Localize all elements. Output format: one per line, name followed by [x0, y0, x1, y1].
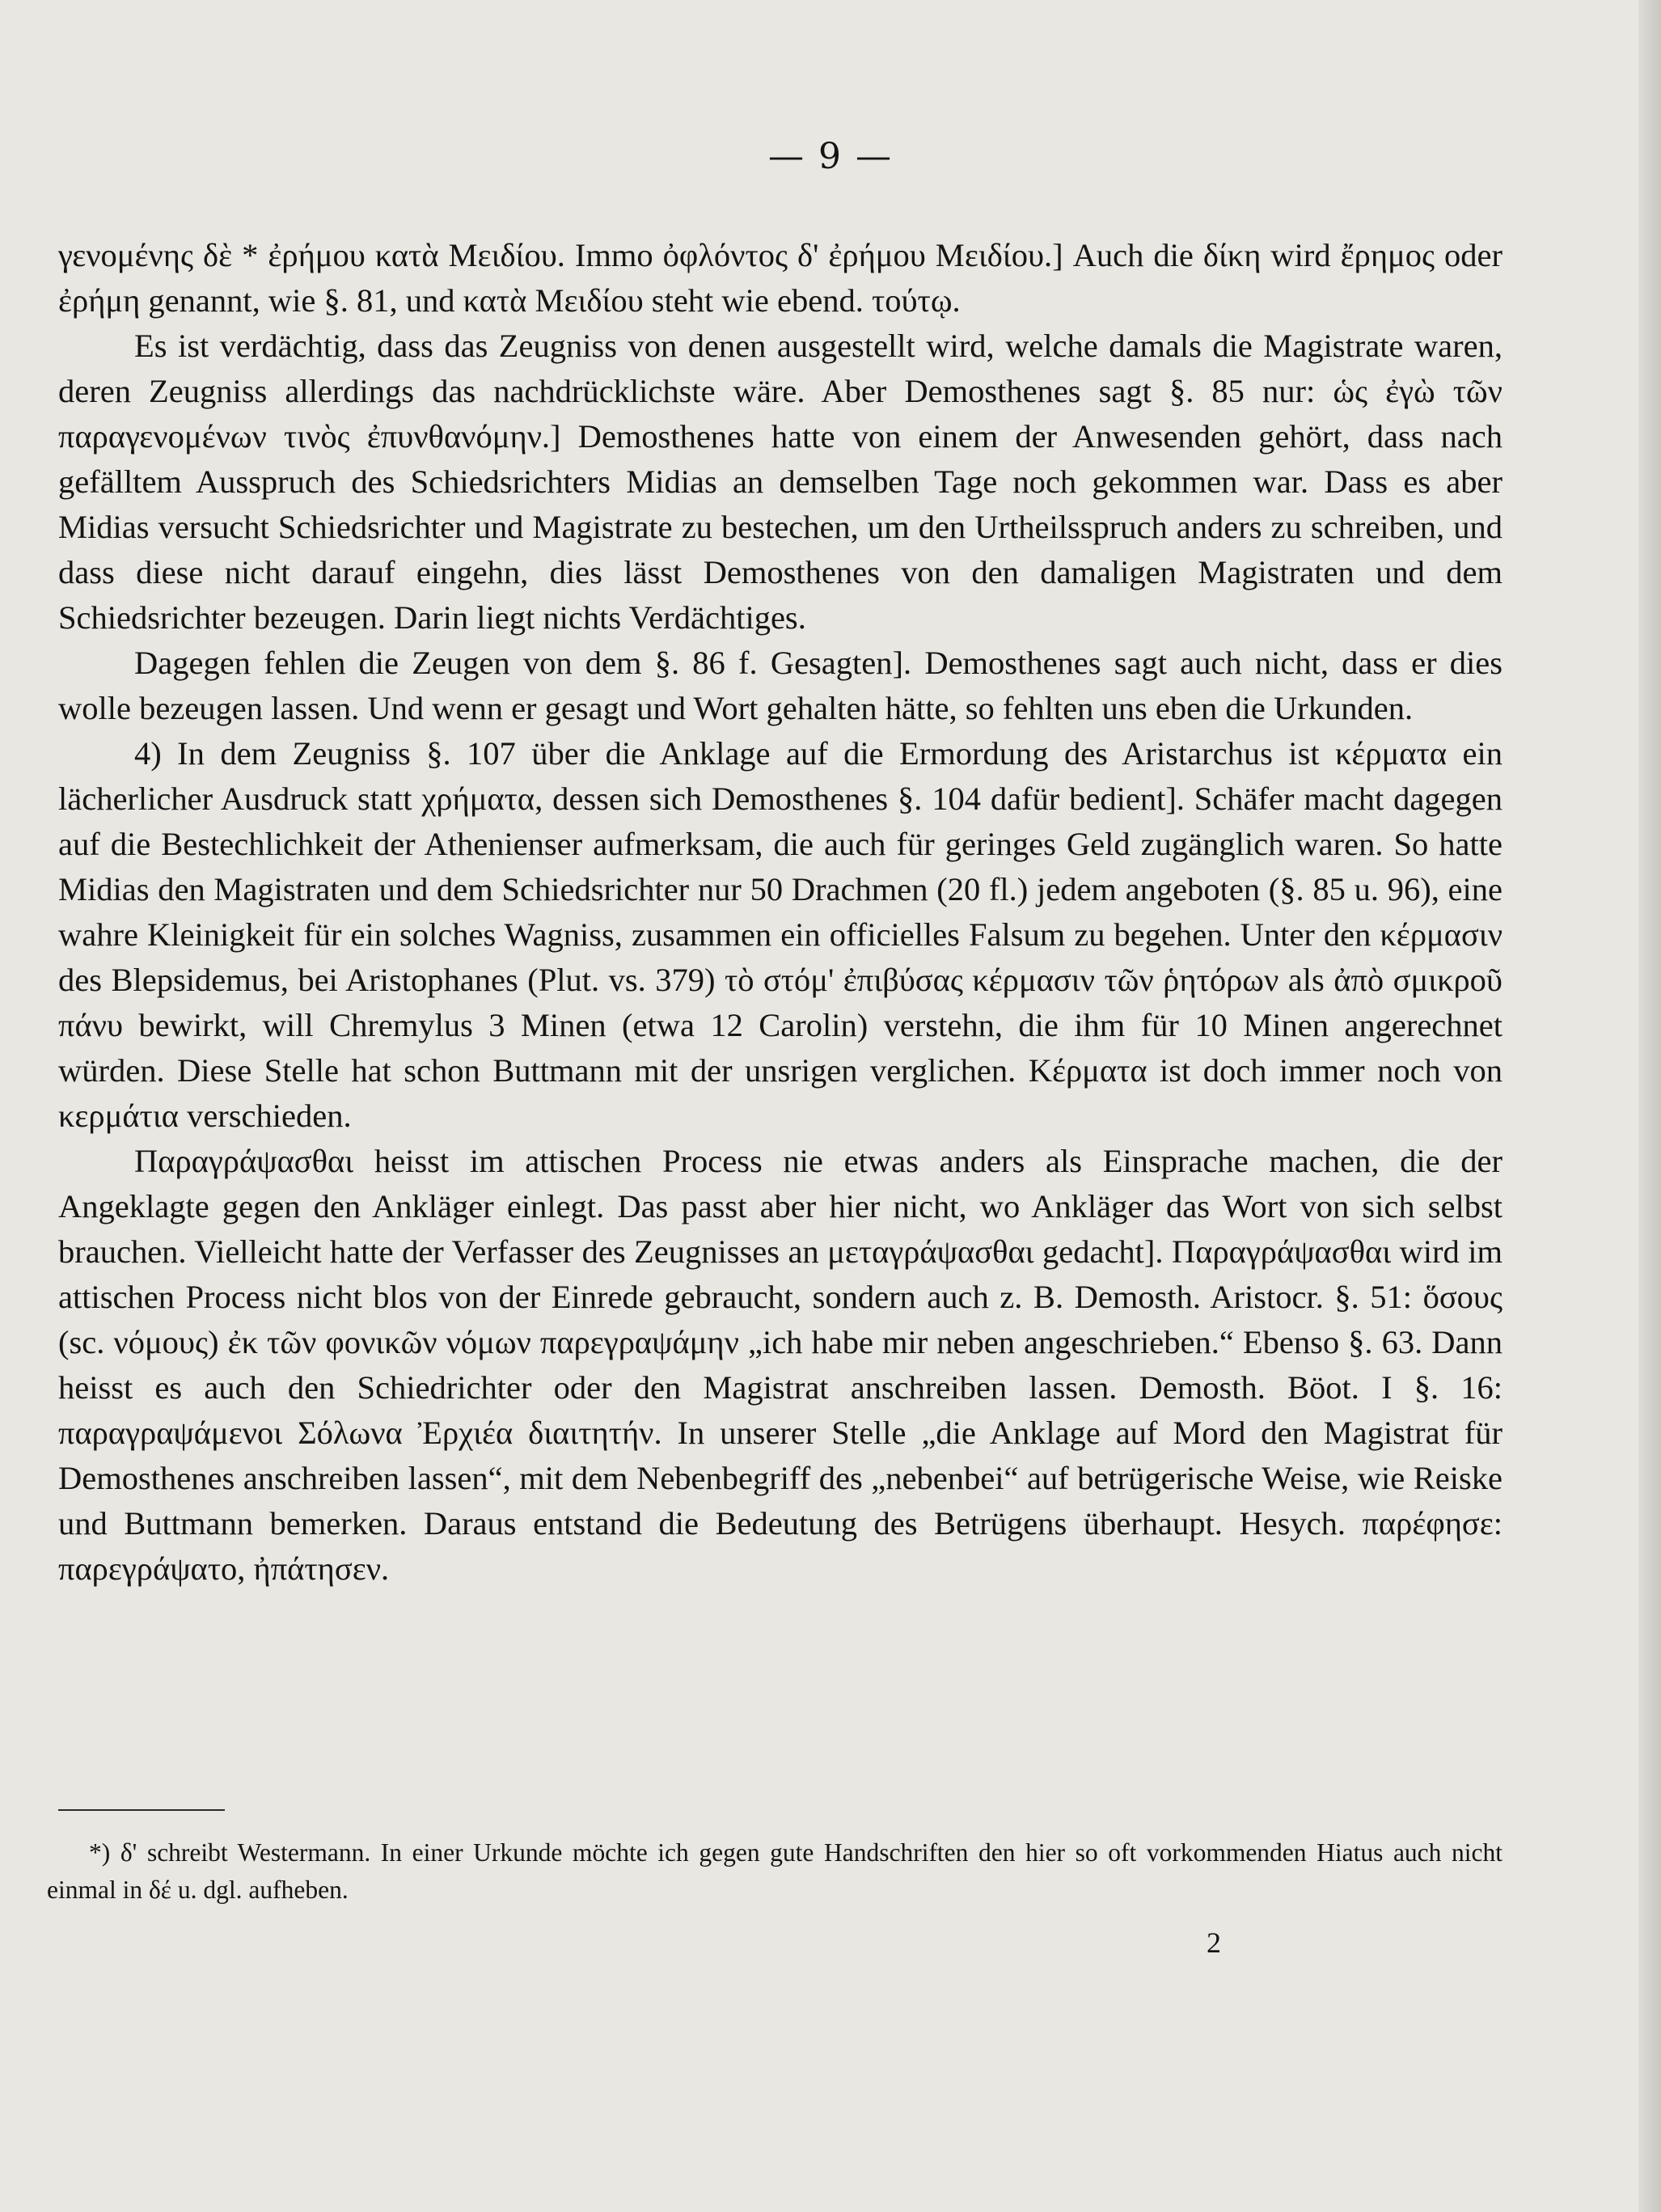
paragraph-1: γενομένης δὲ * ἐρήμου κατὰ Μειδίου. Immo ὀφλόντος δ' ἐρήμου Μειδίου.] Auch die δίκη wird ἔρημος oder ἐρήμη genannt, wie §. 81, und κατὰ Μειδίου steht wie ebend. τούτῳ. — [58, 237, 1503, 319]
page-number: — 9 — — [768, 136, 893, 177]
footnote: *) δ' schreibt Westermann. In einer Urkunde möchte ich gegen gute Handschriften den hier so oft vorkommenden Hiatus auch nicht einmal in δέ u. dgl. aufheben. — [47, 1838, 1503, 1904]
main-text — [58, 233, 1503, 1592]
footnote-rule — [58, 1809, 225, 1811]
paragraph-5: Παραγράψασθαι heisst im attischen Process nie etwas anders als Einsprache machen, die der Angeklagte gegen den Ankläger einlegt. Das passt aber hier nicht, wo Ankläger das Wort von sich selbst brauchen. Vielleicht hatte der Verfasser des Zeugnisses an μεταγράψασθαι gedacht]. Παραγράψασθαι wird im attischen Process nicht blos von der Einrede gebraucht, sondern auch z. B. Demosth. Aristocr. §. 51: ὅσους (sc. νόμους) ἐκ τῶν φονικῶν νόμων παρεγραψάμην „ich habe mir neben angeschrieben.“ Ebenso §. 63. Dann heisst es auch den Schiedrichter oder den Magistrat anschreiben lassen. Demosth. Böot. I §. 16: παραγραψάμενοι Σόλωνα Ἐρχιέα διαιτητήν. In unserer Stelle „die Anklage auf Mord den Magistrat für Demosthenes anschreiben lassen“, mit dem Nebenbegriff des „nebenbei“ auf betrügerische Weise, wie Reiske und Buttmann bemerken. Daraus entstand die Bedeutung des Betrügens überhaupt. Hesych. παρέφησε: παρεγράψατο, ἠπάτησεν. — [58, 1143, 1503, 1587]
signature-mark: 2 — [1207, 1927, 1221, 1959]
paragraph-4: 4) In dem Zeugniss §. 107 über die Anklage auf die Ermordung des Aristarchus ist κέρματα ein lächerlicher Ausdruck statt χρήματα, dessen sich Demosthenes §. 104 dafür bedient]. Schäfer macht dagegen auf die Bestechlichkeit der Athenienser aufmerksam, die auch für geringes Geld zugänglich waren. So hatte Midias den Magistraten und dem Schiedsrichter nur 50 Drachmen (20 fl.) jedem angeboten (§. 85 u. 96), eine wahre Kleinigkeit für ein solches Wagniss, zusammen ein officielles Falsum zu begehen. Unter den κέρμασιν des Blepsidemus, bei Aristophanes (Plut. vs. 379) τὸ στόμ' ἐπιβύσας κέρμασιν τῶν ῥητόρων als ἀπὸ σμικροῦ πάνυ bewirkt, will Chremylus 3 Minen (etwa 12 Carolin) verstehn, die ihm für 10 Minen angerechnet würden. Diese Stelle hat schon Buttmann mit der unsrigen verglichen. Κέρματα ist doch immer noch von κερμάτια verschieden. — [58, 735, 1503, 1134]
paragraph-3: Dagegen fehlen die Zeugen von dem §. 86 f. Gesagten]. Demosthenes sagt auch nicht, dass er dies wolle bezeugen lassen. Und wenn er gesagt und Wort gehalten hätte, so fehlten uns eben die Urkunden. — [58, 645, 1503, 726]
paragraph-2: Es ist verdächtig, dass das Zeugniss von denen ausgestellt wird, welche damals die Magistrate waren, deren Zeugniss allerdings das nachdrücklichste wäre. Aber Demosthenes sagt §. 85 nur: ὡς ἐγὼ τῶν παραγενομένων τινὸς ἐπυνθανόμην.] Demosthenes hatte von einem der Anwesenden gehört, dass nach gefälltem Ausspruch des Schiedsrichters Midias an demselben Tage noch gekommen war. Dass es aber Midias versucht Schiedsrichter und Magistrate zu bestechen, um den Urtheilsspruch anders zu schreiben, und dass diese nicht darauf eingehn, dies lässt Demosthenes von den damaligen Magistraten und dem Schiedsrichter bezeugen. Darin liegt nichts Verdächtiges. — [58, 328, 1503, 636]
page-edge-shadow — [1638, 0, 1661, 2212]
